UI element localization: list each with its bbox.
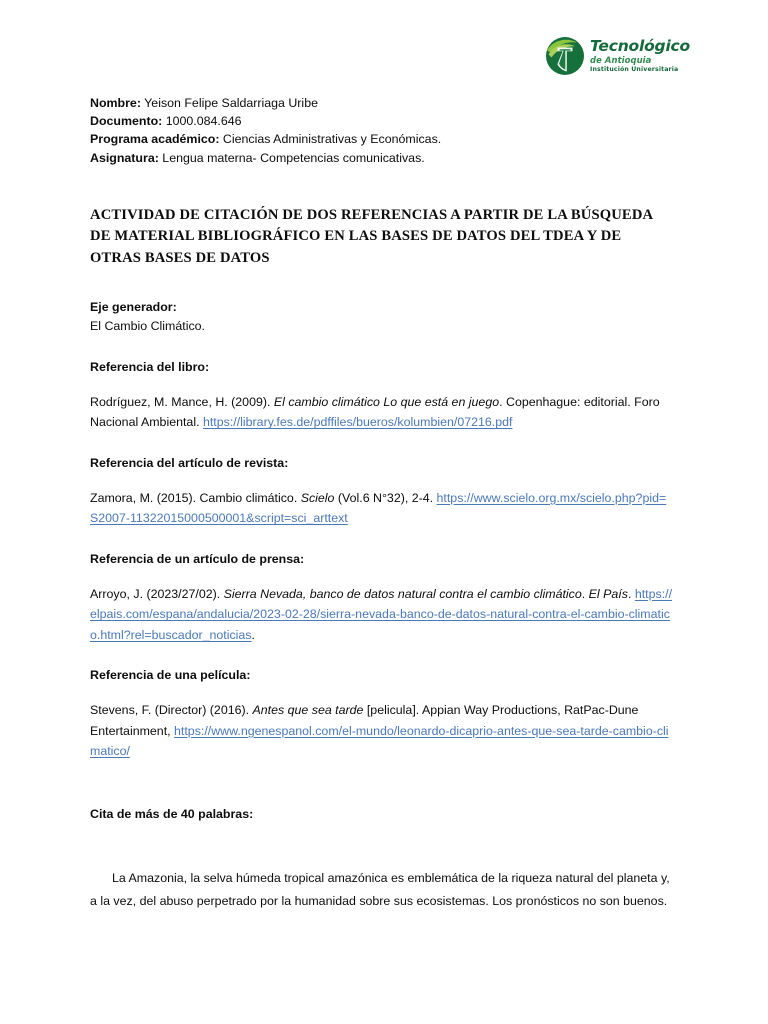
prensa-authors: Arroyo, J. (2023/27/02). xyxy=(90,586,224,601)
field-asignatura xyxy=(90,149,674,167)
logo-name-primary: Tecnológico xyxy=(590,36,690,55)
libro-authors: Rodríguez, M. Mance, H. (2009). xyxy=(90,394,274,409)
revista-url-link[interactable]: https://www.scielo.org.mx/scielo.php?pid=S2007-11322015000500001&script=sci_arttext xyxy=(90,490,667,526)
logo-name-tertiary: Institución Universitaria xyxy=(590,66,679,74)
section-heading-revista: Referencia del artículo de revista: xyxy=(90,455,289,470)
eje-text: El Cambio Climático. xyxy=(90,319,205,334)
reference-revista xyxy=(90,488,674,529)
section-heading-pelicula: Referencia de una película: xyxy=(90,668,251,683)
section-heading-prensa: Referencia de un artículo de prensa: xyxy=(90,551,305,566)
section-heading-libro: Referencia del libro: xyxy=(90,359,210,374)
revista-authors: Zamora, M. (2015). Cambio climático. xyxy=(90,490,301,505)
field-programa-label: Programa académico: xyxy=(90,132,220,147)
prensa-url-link[interactable]: https://elpais.com/espana/andalucia/2023-02-28/sierra-nevada-banco-de-datos-natural-contra-el-cambio-climatico.html?rel=buscador_noticias xyxy=(90,586,673,642)
cita-text: La Amazonia, la selva húmeda tropical amazónica es emblemática de la riqueza natural del planeta y, a la vez, del abuso perpetrado por la humanidad sobre sus ecosistemas. Los pronósticos no son buenos. xyxy=(90,870,670,908)
prensa-trailing: . xyxy=(251,627,255,642)
field-programa-value: Ciencias Administrativas y Económicas. xyxy=(219,132,442,147)
field-nombre-value: Yeison Felipe Saldarriaga Uribe xyxy=(140,96,318,110)
pelicula-details: [pelicula]. Appian Way Productions, RatPac-Dune Entertainment, xyxy=(90,703,639,738)
document-body xyxy=(90,94,674,913)
reference-prensa xyxy=(90,584,674,646)
libro-title: El cambio climático Lo que está en juego xyxy=(273,394,500,409)
field-nombre-label: Nombre: xyxy=(90,96,141,110)
pelicula-url-link[interactable]: https://www.ngenespanol.com/el-mundo/leonardo-dicaprio-antes-que-sea-tarde-cambio-climatico/ xyxy=(90,723,669,759)
prensa-source-prefix: . xyxy=(581,586,589,601)
revista-source: Scielo xyxy=(300,490,335,505)
logo-wordmark xyxy=(590,36,690,74)
reference-pelicula xyxy=(90,700,674,762)
libro-url-link[interactable]: https://library.fes.de/pdffiles/bueros/kolumbien/07216.pdf xyxy=(202,415,513,430)
field-documento xyxy=(90,112,674,130)
pelicula-authors: Stevens, F. (Director) (2016). xyxy=(90,703,253,718)
reference-libro xyxy=(90,392,674,433)
prensa-source: El País xyxy=(588,586,628,601)
page-title: ACTIVIDAD DE CITACIÓN DE DOS REFERENCIAS A PARTIR DE LA BÚSQUEDA DE MATERIAL BIBLIOGRÁFICO EN LAS BASES DE DATOS DEL TDEA Y DE OTRAS BASES DE DATOS xyxy=(90,206,653,266)
libro-publisher: . Copenhague: editorial. Foro Nacional Ambiental. xyxy=(90,394,660,430)
pelicula-title: Antes que sea tarde xyxy=(252,703,364,718)
student-info-block xyxy=(90,94,674,167)
green-circle-mountain-emblem-icon xyxy=(545,36,585,76)
field-documento-label: Documento: xyxy=(90,114,163,129)
institution-logo xyxy=(545,36,690,76)
prensa-source-suffix: . xyxy=(627,586,635,601)
field-programa xyxy=(90,130,674,148)
section-heading-cita: Cita de más de 40 palabras: xyxy=(90,806,254,821)
field-asignatura-label: Asignatura: xyxy=(90,150,159,165)
field-asignatura-value: Lengua materna- Competencias comunicativas. xyxy=(158,150,425,165)
field-documento-value: 1000.084.646 xyxy=(162,114,242,129)
prensa-title: Sierra Nevada, banco de datos natural contra el cambio climático xyxy=(223,586,582,601)
field-nombre xyxy=(90,94,674,112)
revista-details: (Vol.6 N°32), 2-4. xyxy=(334,490,434,505)
logo-name-secondary: de Antioquia xyxy=(590,55,652,66)
section-heading-eje: Eje generador: xyxy=(90,300,177,315)
